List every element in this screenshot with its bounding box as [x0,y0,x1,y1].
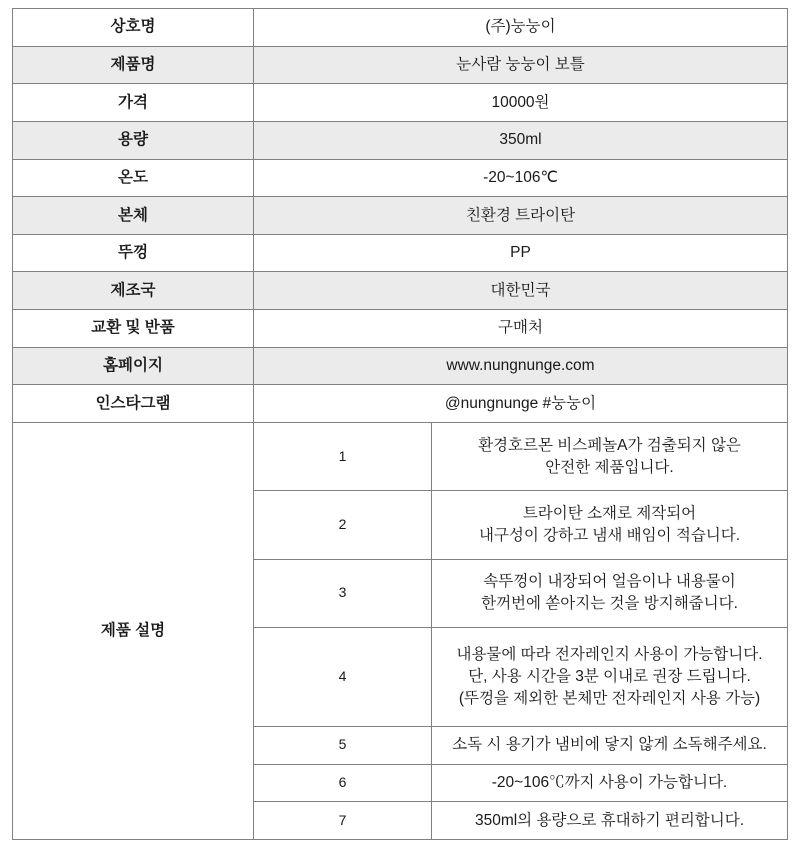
description-text [432,423,788,491]
description-line: 트라이탄 소재로 제작되어 [522,505,697,523]
spec-table-body [13,9,788,840]
description-number: 2 [254,491,432,559]
description-number: 4 [254,627,432,726]
description-text [432,802,788,840]
table-row [13,347,788,385]
table-row [13,272,788,310]
spec-label: 뚜껑 [13,234,254,272]
description-number: 3 [254,559,432,627]
description-number: 5 [254,726,432,764]
table-row [13,385,788,423]
spec-label: 교환 및 반품 [13,310,254,348]
table-row [13,310,788,348]
spec-label: 본체 [13,197,254,235]
description-line: 내구성이 강하고 냄새 배임이 적습니다. [478,527,741,545]
table-row [13,9,788,47]
description-line: (뚜껑을 제외한 본체만 전자레인지 사용 가능) [458,689,761,707]
spec-label: 제품명 [13,46,254,84]
description-line: 내용물에 따라 전자레인지 사용이 가능합니다. [456,645,763,663]
description-line: 350ml의 용량으로 휴대하기 편리합니다. [474,811,745,829]
spec-value: 눈사람 눙눙이 보틀 [254,46,788,84]
description-label: 제품 설명 [13,423,254,840]
spec-label: 홈페이지 [13,347,254,385]
spec-label: 용량 [13,121,254,159]
table-row [13,234,788,272]
description-text [432,491,788,559]
spec-value: 350ml [254,121,788,159]
spec-value: 10000원 [254,84,788,122]
description-row [13,423,788,491]
description-text [432,627,788,726]
spec-label: 인스타그램 [13,385,254,423]
description-line: 한꺼번에 쏟아지는 것을 방지해줍니다. [481,595,738,613]
description-number: 6 [254,764,432,802]
description-line: 안전한 제품입니다. [545,458,674,476]
spec-label: 제조국 [13,272,254,310]
spec-label: 가격 [13,84,254,122]
description-line: 단, 사용 시간을 3분 이내로 권장 드립니다. [468,667,751,685]
description-text [432,559,788,627]
description-line: 소독 시 용기가 냄비에 닿지 않게 소독해주세요. [452,736,767,754]
spec-value: (주)눙눙이 [254,9,788,47]
product-spec-table [12,8,788,840]
description-line: 속뚜껑이 내장되어 얼음이나 내용물이 [483,573,736,591]
description-line: -20~106℃까지 사용이 가능합니다. [491,773,728,791]
description-text [432,726,788,764]
table-row [13,197,788,235]
spec-value: 대한민국 [254,272,788,310]
spec-value: @nungnunge #눙눙이 [254,385,788,423]
spec-value: 친환경 트라이탄 [254,197,788,235]
table-row [13,159,788,197]
spec-value: 구매처 [254,310,788,348]
table-row [13,46,788,84]
spec-label: 온도 [13,159,254,197]
spec-label: 상호명 [13,9,254,47]
spec-value: -20~106℃ [254,159,788,197]
spec-value: www.nungnunge.com [254,347,788,385]
table-row [13,84,788,122]
description-line: 환경호르몬 비스페놀A가 검출되지 않은 [478,436,741,454]
table-row [13,121,788,159]
description-text [432,764,788,802]
description-number: 7 [254,802,432,840]
spec-value: PP [254,234,788,272]
description-number: 1 [254,423,432,491]
